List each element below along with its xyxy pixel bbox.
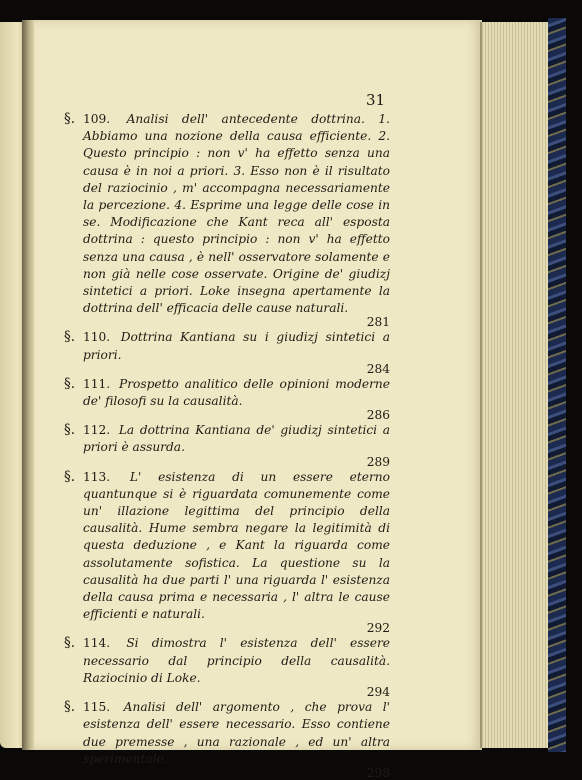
entry-text: Prospetto analitico delle opinioni moderne de' filosofi su la causalità. bbox=[83, 376, 390, 409]
entry-page: 292 bbox=[366, 621, 390, 636]
entry-text: Dottrina Kantiana su i giudizj sintetici a priori. bbox=[83, 330, 390, 362]
entry-text: L' esistenza di un essere eterno quantunque si è riguardata comunemente come un' illazione legittima del principio della causalità. Hume sembra negare la legitimità di questa deduzione , e Kant la riguarda come assolutamente sofistica. La questione su la causalità ha due parti l' una riguarda l' esistenza della causa prima e necessaria , l' altra le cause efficienti e naturali. bbox=[83, 469, 390, 622]
entry-text: Si dimostra l' esistenza dell' essere necessario dal principio della causalità. Raziocinio di Loke. bbox=[83, 636, 390, 685]
entry-page: 281 bbox=[366, 315, 390, 330]
toc-entry-110 bbox=[64, 329, 390, 375]
entry-number: 114. bbox=[83, 636, 111, 651]
entry-text: La dottrina Kantiana de' giudizj sintetici a priori è assurda. bbox=[83, 423, 391, 455]
section-symbol: §. bbox=[64, 375, 76, 392]
entry-number: 113. bbox=[83, 469, 111, 484]
entry-page: 298 bbox=[366, 765, 390, 780]
entry-number: 111. bbox=[83, 376, 111, 391]
page-number: 31 bbox=[366, 91, 386, 109]
page-block-edge bbox=[480, 22, 552, 748]
entry-number: 110. bbox=[83, 330, 111, 345]
entry-page: 284 bbox=[366, 361, 390, 376]
entry-page: 289 bbox=[366, 454, 390, 469]
marbled-cover-edge bbox=[548, 18, 566, 752]
section-symbol: §. bbox=[64, 468, 76, 485]
entry-page: 286 bbox=[366, 408, 390, 423]
table-of-contents bbox=[64, 111, 390, 780]
toc-entry-112 bbox=[64, 422, 390, 468]
section-symbol: §. bbox=[64, 111, 76, 127]
entry-page: 294 bbox=[366, 685, 390, 700]
section-symbol: §. bbox=[64, 422, 76, 439]
toc-entry-115 bbox=[64, 699, 390, 780]
toc-entry-109 bbox=[64, 111, 390, 329]
entry-number: 115. bbox=[83, 700, 111, 715]
entry-number: 109. bbox=[83, 112, 111, 126]
entry-number: 112. bbox=[83, 423, 111, 438]
section-symbol: §. bbox=[64, 699, 76, 716]
section-symbol: §. bbox=[64, 329, 76, 346]
section-symbol: §. bbox=[64, 635, 76, 652]
toc-entry-111 bbox=[64, 376, 390, 422]
toc-entry-114 bbox=[64, 635, 390, 699]
entry-text: Analisi dell' antecedente dottrina. 1. Abbiamo una nozione della causa efficiente. 2. Questo principio : non v' ha effetto senza una causa è in noi a priori. 3. Esso non è il risultato del raziocinio , m' accompagna necessariamente la percezione. 4. Esprime una legge delle cose in se. Modificazione che Kant reca all' esposta dottrina : questo principio : non v' ha effetto senza una causa , è nell' osservatore solamente e non già nelle cose osservate. Origine de' giudizj sintetici a priori. Loke insegna apertamente la dottrina dell' efficacia delle cause naturali. bbox=[83, 112, 390, 316]
toc-entry-113 bbox=[64, 469, 390, 636]
entry-text: Analisi dell' argomento , che prova l' esistenza dell' essere necessario. Esso contiene due premesse , una razionale , ed un' altra sperimentale. bbox=[83, 700, 391, 766]
